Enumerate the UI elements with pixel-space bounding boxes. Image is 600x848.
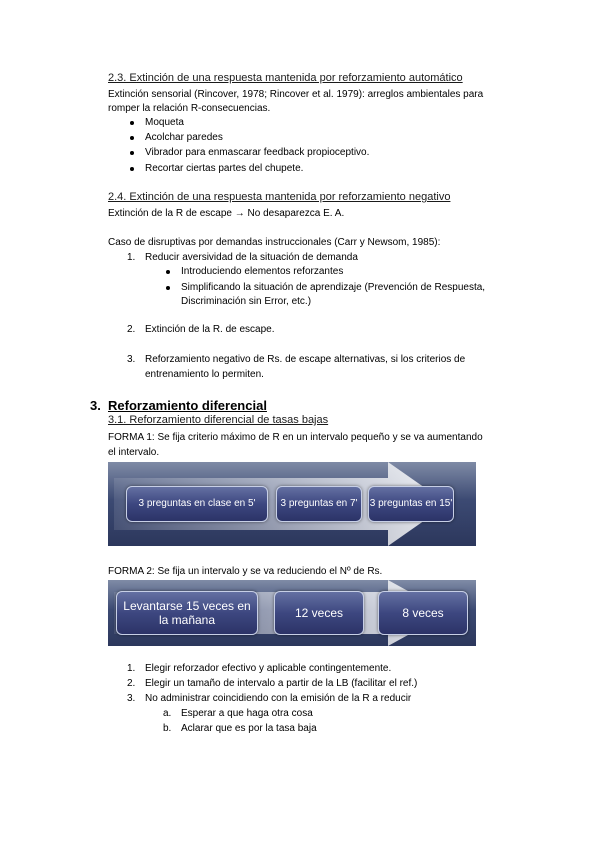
lettered-item: Aclarar que es por la tasa baja bbox=[181, 723, 317, 734]
bullet-item: Acolchar paredes bbox=[145, 132, 223, 143]
section-3-title: Reforzamiento diferencial bbox=[108, 398, 267, 413]
paragraph-line: Caso de disruptivas por demandas instruccionales (Carr y Newsom, 1985): bbox=[108, 237, 441, 248]
bullet-item: Vibrador para enmascarar feedback propioceptivo. bbox=[145, 147, 370, 158]
bullet-continuation: Discriminación sin Error, etc.) bbox=[181, 296, 312, 307]
list-letter: b. bbox=[163, 723, 172, 734]
list-number: 3. bbox=[127, 354, 136, 365]
diagram-step-2: 12 veces bbox=[274, 591, 364, 635]
diagram-step-3: 3 preguntas en 15' bbox=[368, 486, 454, 522]
list-number: 1. bbox=[127, 252, 136, 263]
diagram-step-3: 8 veces bbox=[378, 591, 468, 635]
list-number: 2. bbox=[127, 678, 136, 689]
numbered-item: Reforzamiento negativo de Rs. de escape alternativas, si los criterios de bbox=[145, 354, 466, 365]
lettered-item: Esperar a que haga otra cosa bbox=[181, 708, 313, 719]
numbered-item: Elegir reforzador efectivo y aplicable contingentemente. bbox=[145, 663, 392, 674]
list-number: 2. bbox=[127, 324, 136, 335]
bullet-item: Simplificando la situación de aprendizaje (Prevención de Respuesta, bbox=[181, 282, 486, 293]
numbered-item: Extinción de la R. de escape. bbox=[145, 324, 275, 335]
paragraph-line: FORMA 2: Se fija un intervalo y se va reduciendo el Nº de Rs. bbox=[108, 566, 383, 577]
list-letter: a. bbox=[163, 708, 172, 719]
process-diagram-1 bbox=[108, 462, 476, 546]
diagram-step-1: Levantarse 15 veces en la mañana bbox=[116, 591, 258, 635]
list-number: 1. bbox=[127, 663, 136, 674]
section-2-4-heading: 2.4. Extinción de una respuesta mantenida por reforzamiento negativo bbox=[108, 191, 451, 203]
section-3-number: 3. bbox=[90, 398, 101, 413]
bullet-item: Recortar ciertas partes del chupete. bbox=[145, 163, 304, 174]
diagram-step-1: 3 preguntas en clase en 5' bbox=[126, 486, 268, 522]
numbered-item-continuation: entrenamiento lo permiten. bbox=[145, 369, 264, 380]
numbered-item: Reducir aversividad de la situación de demanda bbox=[145, 252, 358, 263]
diagram-step-2: 3 preguntas en 7' bbox=[276, 486, 362, 522]
paragraph-line: romper la relación R-consecuencias. bbox=[108, 103, 271, 114]
process-diagram-2 bbox=[108, 580, 476, 646]
numbered-item: No administrar coincidiendo con la emisión de la R a reducir bbox=[145, 693, 412, 704]
section-2-3-heading: 2.3. Extinción de una respuesta mantenida por reforzamiento automático bbox=[108, 72, 463, 84]
numbered-item: Elegir un tamaño de intervalo a partir de la LB (facilitar el ref.) bbox=[145, 678, 418, 689]
list-number: 3. bbox=[127, 693, 136, 704]
paragraph-line: FORMA 1: Se fija criterio máximo de R en un intervalo pequeño y se va aumentando bbox=[108, 432, 483, 443]
bullet-item: Introduciendo elementos reforzantes bbox=[181, 266, 344, 277]
paragraph-line: Extinción de la R de escape → No desaparezca E. A. bbox=[108, 208, 345, 219]
bullet-item: Moqueta bbox=[145, 117, 184, 128]
paragraph-line: Extinción sensorial (Rincover, 1978; Rincover et al. 1979): arreglos ambientales para bbox=[108, 89, 484, 100]
section-3-1-heading: 3.1. Reforzamiento diferencial de tasas bajas bbox=[108, 414, 329, 426]
paragraph-line: el intervalo. bbox=[108, 447, 160, 458]
